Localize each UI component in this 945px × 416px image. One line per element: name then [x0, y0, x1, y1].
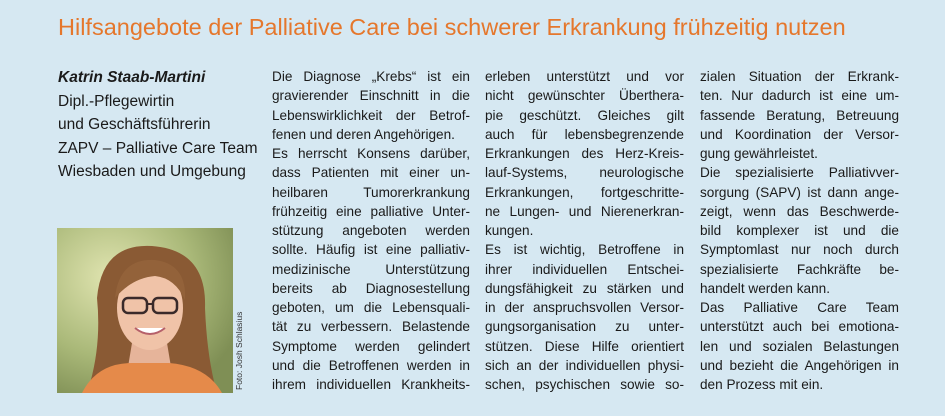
body-text-line: Es herrscht Konsens darüber, [272, 146, 470, 161]
body-text-line: lauf-Systems, neurologische [485, 165, 684, 181]
body-text-line: fenen und deren Angehörigen. [272, 126, 455, 142]
body-text-line: dass Patienten mit einer un- [272, 165, 470, 181]
body-text-line: kungen. [485, 223, 534, 238]
author-photo [57, 228, 233, 393]
body-text-line: spezialisierte Fachkräfte be- [700, 261, 899, 277]
body-text-line: frühzeitig eine palliative Unter- [272, 203, 470, 219]
body-text-line: ihrer individuellen Entschei- [485, 261, 684, 277]
body-text-line: stützung angeboten werden [272, 223, 470, 238]
author-name: Katrin Staab-Martini [58, 69, 206, 86]
body-text-line: gravierender Einschnitt in die [272, 88, 470, 104]
body-text-line: ihrem individuellen Krankheits- [272, 377, 470, 392]
body-text-line: erleben unterstützt und vor [485, 69, 684, 84]
body-text-line: schen, psychischen sowie so- [485, 377, 684, 392]
body-text-line: handelt werden kann. [700, 280, 830, 296]
body-text-line: Symptomlast nur noch durch [700, 242, 899, 258]
body-text-line: auch für lebensbegrenzende [485, 126, 684, 142]
body-text-line: stützen. Diese Hilfe orientiert [485, 338, 684, 354]
body-text-line: sollte. Häufig ist eine palliativ- [272, 242, 470, 258]
body-text-line: dungsfähigkeit zu stärken und [485, 280, 684, 296]
portrait-illustration [57, 228, 233, 393]
body-text-line: sich an der individuellen physi- [485, 357, 684, 373]
body-text-line: len und sozialen Belastungen [700, 338, 899, 354]
author-line: ZAPV – Palliative Care Team [58, 139, 258, 157]
body-text-line: gung gewährleistet. [700, 146, 818, 161]
body-text-line: und bezieht die Angehörigen in [700, 357, 899, 373]
body-text-line: pie geschützt. Gleiches gilt [485, 107, 684, 123]
body-text-line: und die Betroffenen werden in [272, 357, 470, 373]
body-text-line: heilbaren Tumorerkrankung [272, 184, 470, 200]
body-text-line: geboten, um die Lebensquali- [272, 300, 470, 315]
text-column-1 [272, 67, 470, 394]
body-text-line: in der anspruchsvollen Versor- [485, 300, 684, 315]
body-text-line: Das Palliative Care Team [700, 300, 899, 315]
author-line: und Geschäftsführerin [58, 116, 211, 133]
author-line: Dipl.-Pflegewirtin [58, 92, 175, 110]
body-text-line: zeigt, wenn das Beschwerde- [700, 203, 899, 219]
body-text-line: sorgung (SAPV) ist dann ange- [700, 184, 899, 200]
body-text-line: medizinische Unterstützung [272, 261, 470, 277]
body-text-line: Erkrankungen des Herz-Kreis- [485, 146, 684, 161]
article-title: Hilfsangebote der Palliative Care bei schwerer Erkrankung frühzeitig nutzen [58, 14, 846, 40]
author-block [58, 66, 263, 184]
body-text-line: unterstützt auch bei emotiona- [700, 319, 899, 335]
text-column-2 [485, 67, 684, 394]
body-text-line: Es ist wichtig, Betroffene in [485, 242, 684, 258]
body-text-line: und Koordination der Versor- [700, 126, 899, 142]
body-text-line: gungsorganisation zu unter- [485, 319, 684, 335]
author-line: Wiesbaden und Umgebung [58, 163, 246, 180]
photo-credit: Foto: Josh Schlasius [234, 311, 244, 390]
text-column-3 [700, 67, 899, 394]
body-text-line: Lebenswirklichkeit der Betrof- [272, 107, 470, 123]
body-text-line: Symptome werden gelindert [272, 338, 470, 354]
body-text-line: fassende Beratung, Betreuung [700, 107, 899, 123]
body-text-line: ten. Nur dadurch ist eine um- [700, 88, 899, 104]
body-text-line: tät zu verbessern. Belastende [272, 319, 470, 335]
body-text-line: bereits ab Diagnosestellung [272, 280, 470, 296]
body-text-line: nicht gewünschter Überthera- [485, 88, 684, 104]
body-text-line: Die Diagnose „Krebs“ ist ein [272, 69, 470, 84]
body-text-line: bild komplexer ist und die [700, 223, 899, 238]
body-text-line: zialen Situation der Erkrank- [700, 69, 899, 84]
body-text-line: ne Lungen- und Nierenerkran- [485, 203, 684, 219]
body-text-line: Die spezialisierte Palliativver- [700, 165, 899, 181]
body-text-line: den Prozess mit ein. [700, 377, 824, 392]
body-text-line: Erkrankungen, fortgeschritte- [485, 184, 684, 200]
